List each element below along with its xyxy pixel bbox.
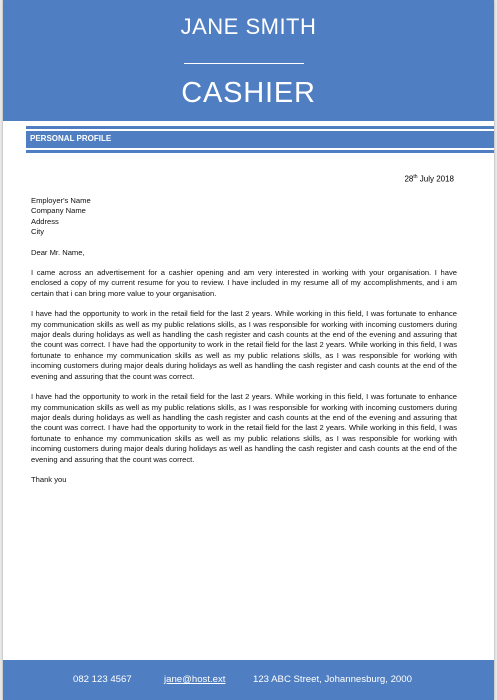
date-suffix: th [413, 174, 418, 180]
header-divider [184, 63, 304, 64]
footer-email-link[interactable]: jane@host.ext [164, 674, 226, 685]
address-line: Company Name [31, 206, 86, 216]
date-day: 28 [404, 174, 414, 184]
letter-date [404, 174, 454, 184]
address-line: Address [31, 216, 59, 226]
footer-bar [3, 660, 494, 700]
applicant-name: JANE SMITH [180, 14, 317, 39]
paragraph: I came across an advertisement for a cashier opening and am very interested in working with your organisation. I have enclosed a copy of my current resume for you to review. I have included in my resume all of my accomplishments, and i am certain that i can bring more value to your organisation. [31, 268, 457, 298]
section-band [26, 131, 494, 148]
date-month-year: July 2018 [417, 174, 454, 184]
address-line: Employer's Name [31, 196, 91, 205]
paragraph: I have had the opportunity to work in the retail field for the last 2 years. While working in this field, I was fortunate to enhance my communication skills as well as my public relations skills, as I was responsible for working with incoming customers during major deals during holidays as well as handling the cash register and cash counts at the end of the evening and assuring that the count was correct. I have had the opportunity to work in the retail field for the last 2 years. While working in this field, I was fortunate to enhance my communication skills as well as my public relations skills, as I was responsible for working with incoming customers during major deals during holidays as well as handling the cash register and cash counts at the end of the evening and assuring that the count was correct. [31, 309, 457, 381]
job-title: CASHIER [181, 77, 316, 109]
letter-body [31, 196, 457, 485]
document-page [3, 0, 494, 700]
closing: Thank you [31, 474, 67, 484]
section-label: PERSONAL PROFILE [30, 134, 112, 143]
recipient-address [31, 196, 457, 238]
header-banner [3, 0, 494, 121]
footer-phone: 082 123 4567 [73, 674, 132, 685]
address-line: City [31, 227, 45, 237]
section-rule-bottom [26, 150, 494, 153]
paragraph: I have had the opportunity to work in the retail field for the last 2 years. While working in this field, I was fortunate to enhance my communication skills as well as my public relations skills, as I was responsible for working with incoming customers during major deals during holidays as well as handling the cash register and cash counts at the end of the evening and assuring that the count was correct. I have had the opportunity to work in the retail field for the last 2 years. While working in this field, I was fortunate to enhance my communication skills as well as my public relations skills, as I was responsible for working with incoming customers during major deals during holidays as well as handling the cash register and cash counts at the end of the evening and assuring that the count was correct. [31, 392, 457, 464]
footer-address: 123 ABC Street, Johannesburg, 2000 [253, 674, 412, 685]
section-rule-top [26, 126, 494, 129]
salutation: Dear Mr. Name, [31, 247, 85, 257]
